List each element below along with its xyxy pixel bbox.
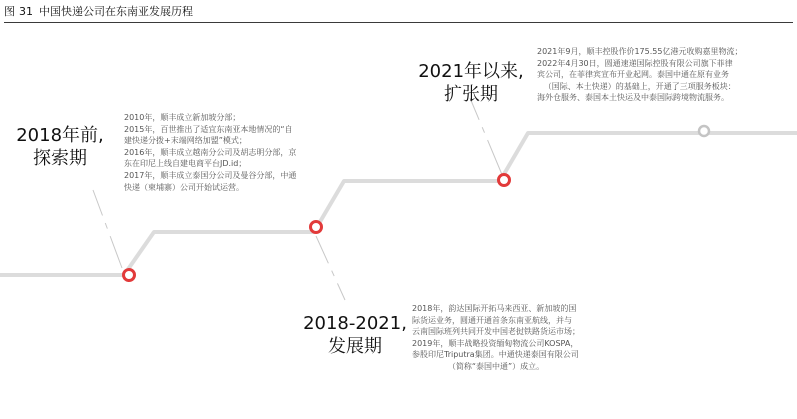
phase-title-line2: 扩张期 [444,84,498,105]
detail-line: 快递（柬埔寨）公司开始试运营。 [124,182,244,192]
timeline-end-marker [699,126,709,136]
phase-details-expansion [537,46,742,104]
detail-line: 建快递分拨+末端网络加盟”模式； [124,136,247,146]
detail-line: 2018年，韵达国际开拓马来西亚、新加坡的国 [412,304,577,313]
phase-details-exploration [124,112,296,193]
detail-line: 海外仓服务、泰国本土快运及中泰国际跨境物流服务。 [537,93,729,103]
phase-title-development [302,312,408,358]
detail-line: 际货运业务，圆通开通首条东南亚航线，并与 [412,315,572,325]
leader-line-1 [93,190,122,268]
detail-line: 东在印尼上线自建电商平台JD.id； [124,159,247,169]
timeline-track [0,133,797,275]
phase-title-line2: 发展期 [328,336,382,357]
detail-line: 2019年，顺丰战略投资缅甸物流公司KOSPA， [412,338,579,348]
milestone-marker-2018-2021 [311,222,322,233]
detail-line: 2021年9月，顺丰控股作价175.55亿港元收购嘉里物流； [537,47,743,56]
detail-line: 2015年，百世推出了适宜东南亚本地情况的“自 [124,124,293,134]
phase-title-line1: 2018-2021, [303,313,407,334]
phase-title-expansion [415,60,527,106]
detail-line: 云南国际班列共同开发中国老挝铁路货运市场； [412,327,580,337]
phase-title-line1: 2018年前, [16,125,104,146]
leader-line-3 [470,98,503,177]
milestone-marker-2021 [499,175,510,186]
milestone-marker-2018 [124,270,135,281]
detail-line: 宾公司，在菲律宾宣布开业起网。泰国中通在原有业务 [537,70,729,80]
detail-line: （国际、本土快递）的基础上，开通了三项服务板块： [543,81,736,91]
detail-line: （简称“泰国中通”）成立。 [447,361,545,371]
figure-number: 31 [19,5,33,18]
detail-line: 参股印尼Triputra集团。中通快递泰国有限公司 [412,350,579,360]
detail-line: 2017年，顺丰成立泰国分公司及曼谷分部，中通 [124,170,297,180]
figure-label: 图 [4,5,15,18]
phase-details-development [412,303,580,373]
detail-line: 2016年，顺丰成立越南分公司及胡志明分部，京 [124,147,297,157]
phase-title-exploration [6,124,114,170]
leader-line-2 [316,236,345,300]
detail-line: 2022年4月30日，圆通速递国际控股有限公司旗下菲律 [537,58,733,68]
detail-line: 2010年，顺丰成立新加坡分部； [124,113,241,122]
phase-title-line1: 2021年以来, [418,61,524,82]
phase-title-line2: 探索期 [33,148,87,169]
figure-title: 中国快递公司在东南亚发展历程 [39,5,193,18]
